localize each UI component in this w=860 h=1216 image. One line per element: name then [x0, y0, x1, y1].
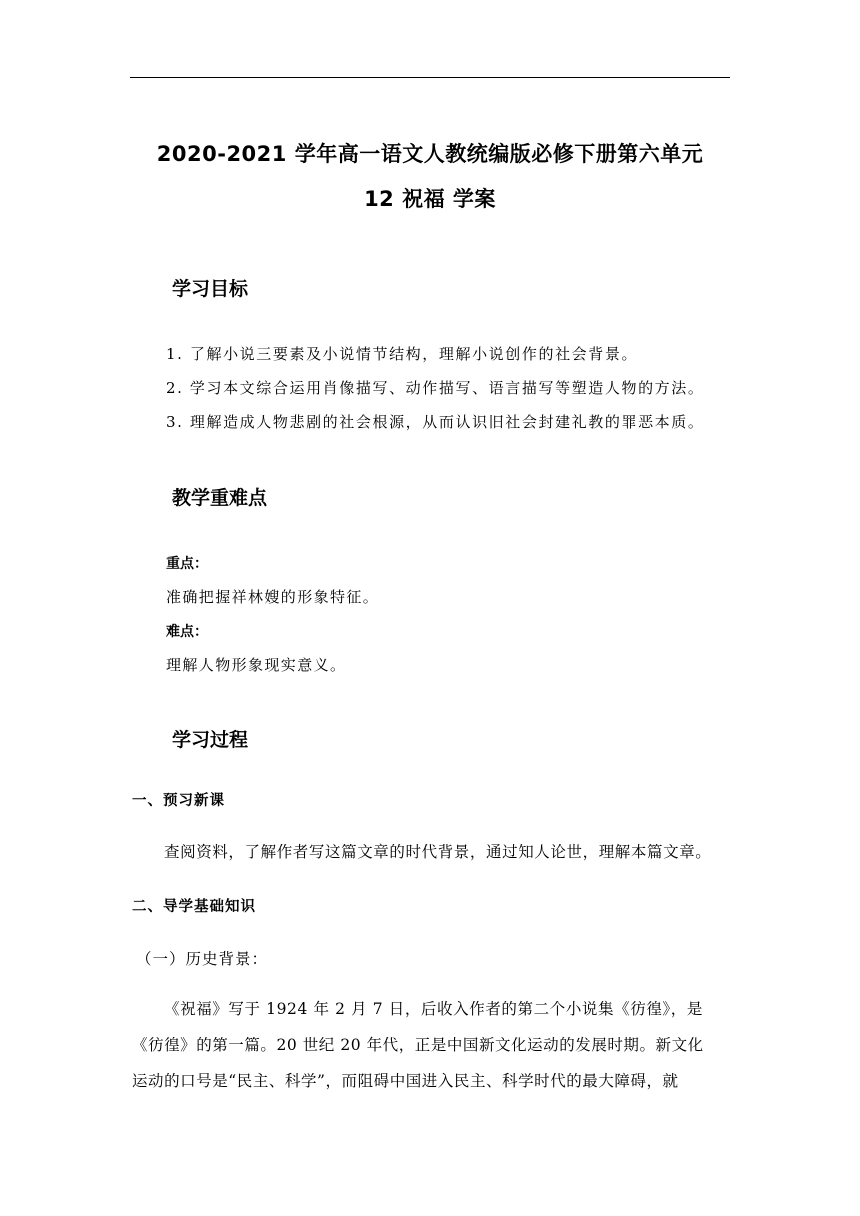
paragraph-line: 《祝福》写于 1924 年 2 月 7 日，后收入作者的第二个小说集《彷徨》，是: [164, 1000, 703, 1018]
section-title-preview: 一、预习新课: [132, 792, 225, 809]
document-title-line2: 12 祝福 学案: [364, 187, 496, 211]
paragraph-line: 运动的口号是“民主、科学”，而阻碍中国进入民主、科学时代的最大障碍，就: [132, 1072, 679, 1090]
objective-item: 1. 了解小说三要素及小说情节结构，理解小说创作的社会背景。: [166, 345, 639, 363]
header-rule: [130, 77, 730, 78]
difficult-point-text: 理解人物形象现实意义。: [166, 656, 347, 674]
paragraph-line: 《彷徨》的第一篇。20 世纪 20 年代，正是中国新文化运动的发展时期。新文化: [132, 1036, 704, 1054]
process-heading: 学习过程: [172, 729, 249, 751]
subsection-title-history: （一）历史背景：: [136, 950, 269, 968]
difficult-point-label: 难点：: [166, 624, 208, 640]
document-title-line1: 2020-2021 学年高一语文人教统编版必修下册第六单元: [156, 142, 704, 166]
section-title-basics: 二、导学基础知识: [132, 898, 256, 915]
key-point-text: 准确把握祥林嫂的形象特征。: [166, 588, 380, 606]
section-text-preview: 查阅资料，了解作者写这篇文章的时代背景，通过知人论世，理解本篇文章。: [164, 843, 712, 861]
objectives-heading: 学习目标: [172, 278, 249, 300]
key-points-heading: 教学重难点: [172, 487, 268, 509]
key-point-label: 重点：: [166, 556, 208, 572]
objective-item: 2. 学习本文综合运用肖像描写、动作描写、语言描写等塑造人物的方法。: [166, 379, 705, 397]
objective-item: 3. 理解造成人物悲剧的社会根源，从而认识旧社会封建礼教的罪恶本质。: [166, 413, 705, 431]
